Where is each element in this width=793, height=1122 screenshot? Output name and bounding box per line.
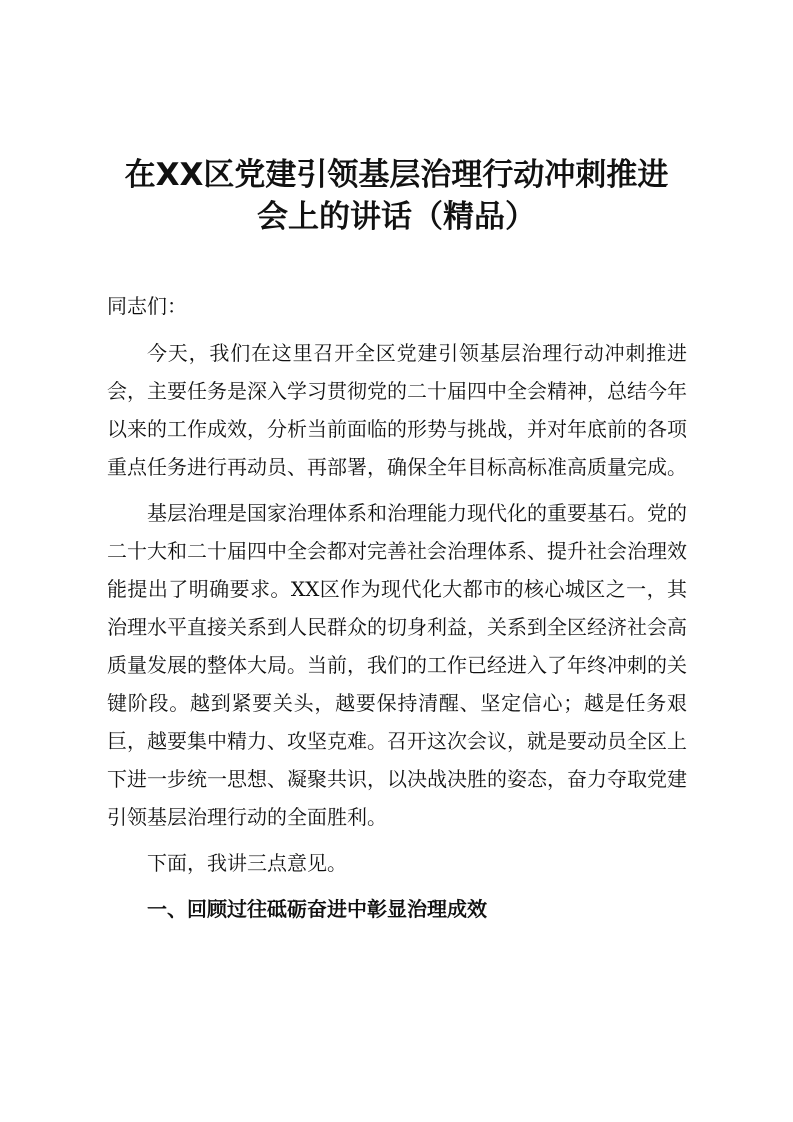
salutation: 同志们： bbox=[107, 294, 187, 318]
document-title bbox=[100, 154, 693, 238]
title-line-1: 在XX区党建引领基层治理行动冲刺推进 bbox=[124, 157, 669, 193]
paragraph-opening: 今天，我们在这里召开全区党建引领基层治理行动冲刺推进会，主要任务是深入学习贯彻党的二十届四中全会精神，总结今年以来的工作成效，分析当前面临的形势与挑战，并对年底前的各项重点任务进行再动员、再部署，确保全年目标高标准高质量完成。 bbox=[107, 341, 687, 479]
section-heading-1: 一、回顾过往砥砺奋进中彰显治理成效 bbox=[147, 897, 487, 921]
document-body bbox=[107, 287, 687, 928]
paragraph-background: 基层治理是国家治理体系和治理能力现代化的重要基石。党的二十大和二十届四中全会都对完善社会治理体系、提升社会治理效能提出了明确要求。XX区作为现代化大都市的核心城区之一，其治理水平直接关系到人民群众的切身利益，关系到全区经济社会高质量发展的整体大局。当前，我们的工作已经进入了年终冲刺的关键阶段。越到紧要关头，越要保持清醒、坚定信心；越是任务艰巨，越要集中精力、攻坚克难。召开这次会议，就是要动员全区上下进一步统一思想、凝聚共识，以决战决胜的姿态，奋力夺取党建引领基层治理行动的全面胜利。 bbox=[107, 501, 687, 829]
paragraph-transition: 下面，我讲三点意见。 bbox=[147, 851, 347, 875]
title-line-2: 会上的讲话（精品） bbox=[257, 199, 536, 235]
